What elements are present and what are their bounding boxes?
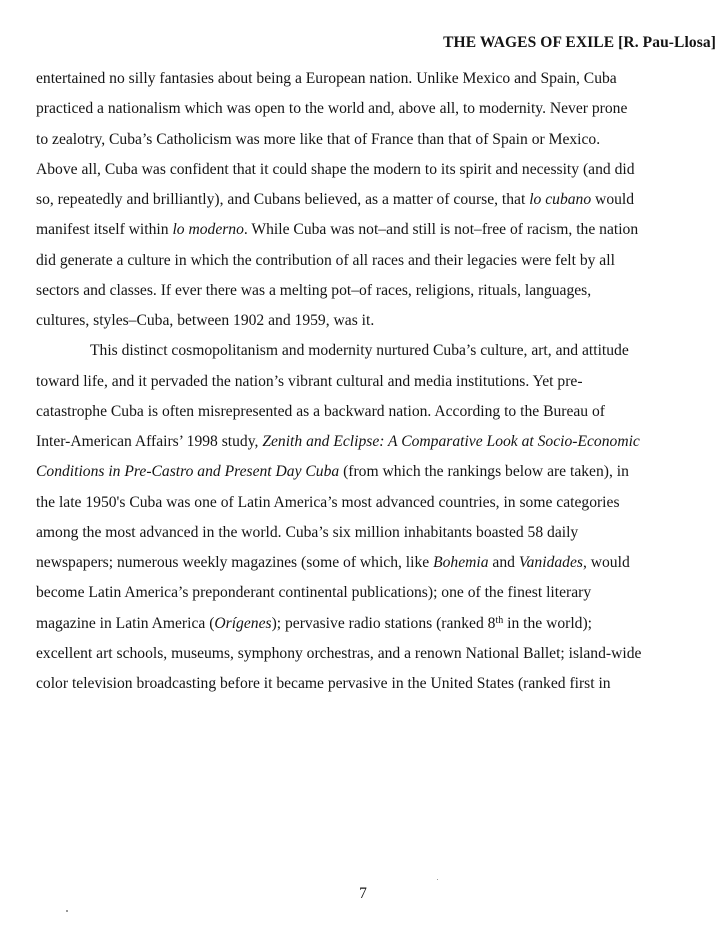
text-line: among the most advanced in the world. Cuba’s six million inhabitants boasted 58 daily bbox=[36, 523, 579, 541]
text-line: catastrophe Cuba is often misrepresented as a backward nation. According to the Bureau of bbox=[36, 402, 605, 420]
text-line: toward life, and it pervaded the nation’s vibrant cultural and media institutions. Yet pre- bbox=[36, 372, 583, 390]
text-line: excellent art schools, museums, symphony orchestras, and a renown National Ballet; island-wide bbox=[36, 644, 642, 662]
italic-title: Bohemia bbox=[433, 554, 489, 571]
page-number: 7 bbox=[359, 885, 367, 902]
text-line: entertained no silly fantasies about being a European nation. Unlike Mexico and Spain, Cuba bbox=[36, 70, 617, 87]
italic-title: Zenith and Eclipse: A Comparative Look at Socio-Economic bbox=[262, 433, 640, 450]
text-line: Inter-American Affairs’ 1998 study, Zenith and Eclipse: A Comparative Look at Socio-Economic bbox=[36, 433, 640, 450]
scan-speck bbox=[437, 879, 438, 880]
italic-term: lo moderno bbox=[172, 221, 244, 239]
text-line: so, repeatedly and brilliantly), and Cubans believed, as a matter of course, that lo cubano would bbox=[36, 191, 635, 208]
text-line: color television broadcasting before it became pervasive in the United States (ranked first in bbox=[36, 675, 611, 692]
italic-term: lo cubano bbox=[529, 191, 592, 208]
text-line: Above all, Cuba was confident that it could shape the modern to its spirit and necessity (and did bbox=[36, 160, 635, 178]
text-line: practiced a nationalism which was open to the world and, above all, to modernity. Never prone bbox=[36, 100, 628, 118]
text-line: sectors and classes. If ever there was a melting pot–of races, religions, rituals, languages, bbox=[36, 281, 592, 299]
italic-title: Orígenes bbox=[214, 614, 272, 632]
italic-title: Conditions in Pre-Castro and Present Day Cuba bbox=[36, 463, 340, 481]
text-line: did generate a culture in which the contribution of all races and their legacies were felt by all bbox=[36, 251, 615, 269]
text-line: This distinct cosmopolitanism and modernity nurtured Cuba’s culture, art, and attitude bbox=[90, 342, 629, 360]
text-line: become Latin America’s preponderant continental publications); one of the finest literary bbox=[36, 584, 592, 602]
text-line: magazine in Latin America (Orígenes); pervasive radio stations (ranked 8th in the world); bbox=[36, 614, 592, 632]
running-header: THE WAGES OF EXILE [R. Pau-Llosa] bbox=[443, 34, 716, 51]
text-line: newspapers; numerous weekly magazines (some of which, like Bohemia and Vanidades, would bbox=[36, 554, 630, 571]
text-line: Conditions in Pre-Castro and Present Day Cuba (from which the rankings below are taken), in bbox=[36, 463, 629, 481]
scan-speck bbox=[66, 910, 68, 912]
text-line: manifest itself within lo moderno. While Cuba was not–and still is not–free of racism, the nation bbox=[36, 221, 639, 239]
text-line: the late 1950's Cuba was one of Latin America’s most advanced countries, in some categories bbox=[36, 493, 620, 511]
italic-title: Vanidades bbox=[518, 554, 583, 571]
text-line: to zealotry, Cuba’s Catholicism was more like that of France than that of Spain or Mexico. bbox=[36, 130, 601, 148]
document-body bbox=[36, 64, 708, 699]
ordinal-superscript: th bbox=[495, 614, 504, 626]
text-line: cultures, styles–Cuba, between 1902 and 1959, was it. bbox=[36, 312, 375, 329]
